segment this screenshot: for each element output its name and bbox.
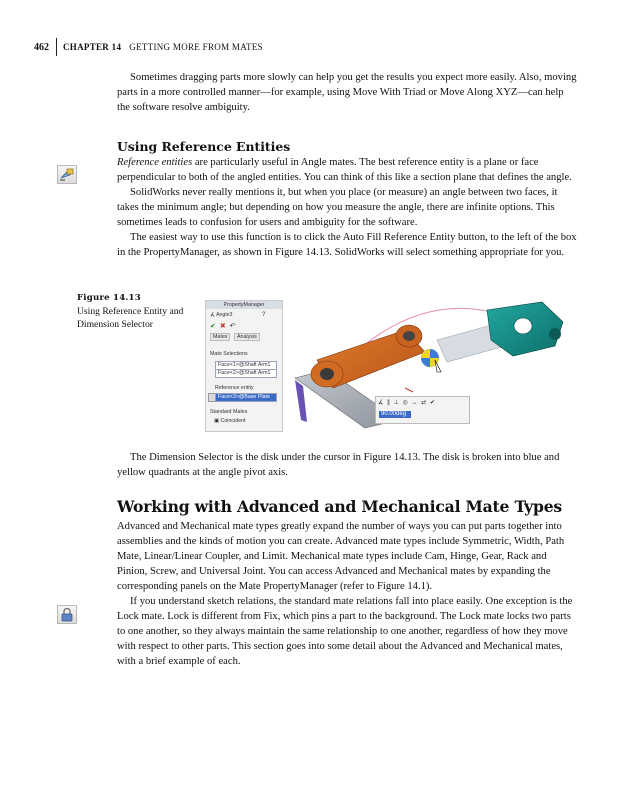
section1-paragraph-2: SolidWorks never really mentions it, but when you place (or measure) an angle between two faces, it takes the minimum angle; but depending on how you measure the angle, there are infinite options. This sometimes leads to confusion for users and ambiguity for the software. — [117, 187, 558, 228]
term-reference-entities: Reference entities — [117, 157, 193, 168]
pm-standard-mates-label: Standard Mates — [210, 409, 248, 415]
section1-paragraph-1: Reference entities are particularly useful in Angle mates. The best reference entity is a plane or face perpendicular to both of the angled entities. You can think of this like a section plane that defines the angle. — [117, 157, 572, 183]
purple-face — [295, 380, 307, 422]
clamp-hole — [514, 318, 532, 334]
pivot-hole — [320, 368, 334, 380]
pm-actions — [210, 322, 236, 330]
figure-number: Figure 14.13 — [77, 293, 141, 303]
pm-mate-selections-label: Mate Selections — [210, 351, 248, 357]
section2-paragraph-1: Advanced and Mechanical mate types greatly expand the number of ways you can put parts together into assemblies and the kinds of motion you can create. Advanced mate types include Symmetric, Width, Path Mate, Linear/Linear Coupler, and Limit. Mechanical mate types include Cam, Hinge, Gear, Rack and Pinion, Screw, and Universal Joint. You can access Advanced and Mechanical mates by expanding the corresponding panels on the Mate PropertyManager (refer to Figure 14.1). — [117, 521, 565, 592]
ok-check-icon[interactable]: ✔ — [210, 323, 216, 330]
figure-caption-text: Using Reference Entity and Dimension Selector — [77, 306, 184, 330]
angle-value-field[interactable]: 90.00deg — [379, 411, 411, 418]
mate-type-buttons[interactable]: ∡ ∥ ⊥ ◎ ↔ ⇄ ✔ — [378, 400, 436, 406]
intro-paragraph: Sometimes dragging parts more slowly can help you get the results you expect more easily. Also, moving parts in a more controlled manner—for example, using Move With Triad or Move Along XYZ—can help the software resolve ambiguity. — [117, 72, 577, 113]
pm-help-icon[interactable]: ? — [262, 312, 266, 318]
figure-14-13 — [205, 300, 585, 430]
clamp-bolt — [549, 328, 561, 340]
pm-reference-entity-label: Reference entity — [215, 385, 254, 391]
reference-entity-field[interactable]: Face<3>@Base Plate — [215, 393, 277, 402]
figure-caption — [77, 292, 187, 331]
chapter-title: GETTING MORE FROM MATES — [129, 42, 263, 52]
running-header — [34, 36, 263, 58]
pm-title: PropertyManager — [206, 301, 282, 309]
coincident-icon: ▣ — [214, 418, 220, 424]
section1-paragraph-3: The easiest way to use this function is to click the Auto Fill Reference Entity button, to the left of the box in the PropertyManager, as shown in Figure 14.13. SolidWorks will select something appropriate for you. — [117, 232, 577, 258]
lock-icon — [57, 605, 77, 624]
mate-popup-toolbar — [375, 396, 470, 424]
header-divider — [56, 38, 57, 56]
boss-hole — [403, 331, 415, 341]
pm-coincident-option[interactable]: ▣ Coincident — [214, 418, 246, 424]
section-heading-reference-entities: Using Reference Entities — [117, 139, 291, 154]
selection-box-2[interactable]: Face<2>@Shaft Arm1 — [215, 369, 277, 378]
reference-entity-icon — [57, 165, 77, 184]
section-heading-advanced-mechanical: Working with Advanced and Mechanical Mate Types — [117, 497, 563, 516]
pm-mate-name: ∡ Angle3 — [210, 312, 233, 318]
tab-analysis[interactable]: Analysis — [234, 333, 260, 341]
section1-body — [117, 155, 579, 260]
after-figure-paragraph: The Dimension Selector is the disk under the cursor in Figure 14.13. The disk is broken into blue and yellow quadrants at the angle pivot axis. — [117, 452, 560, 478]
undo-icon[interactable]: ↶ — [229, 323, 236, 330]
property-manager-panel — [205, 300, 283, 432]
chapter-label: CHAPTER 14 — [63, 42, 122, 52]
cancel-x-icon[interactable]: ✖ — [219, 323, 226, 330]
section2-body — [117, 519, 579, 669]
selection-box-1[interactable]: Face<1>@Shaft Arm1 — [215, 361, 277, 370]
angle-mate-icon: ∡ — [210, 312, 215, 318]
axis-marker — [405, 388, 413, 392]
page-number: 462 — [34, 41, 49, 53]
tab-mates[interactable]: Mates — [210, 333, 230, 341]
section2-paragraph-2: If you understand sketch relations, the standard mate relations fall into place easily. One exception is the Lock mate. Lock is different from Fix, which pins a part to the background. The Lock mate locks two parts to one another, so they always maintain the same relationship to one another, regardless of how they move with respect to other parts. This section goes into some detail about the Advanced and Mechanical mates, with a brief example of each. — [117, 596, 573, 667]
